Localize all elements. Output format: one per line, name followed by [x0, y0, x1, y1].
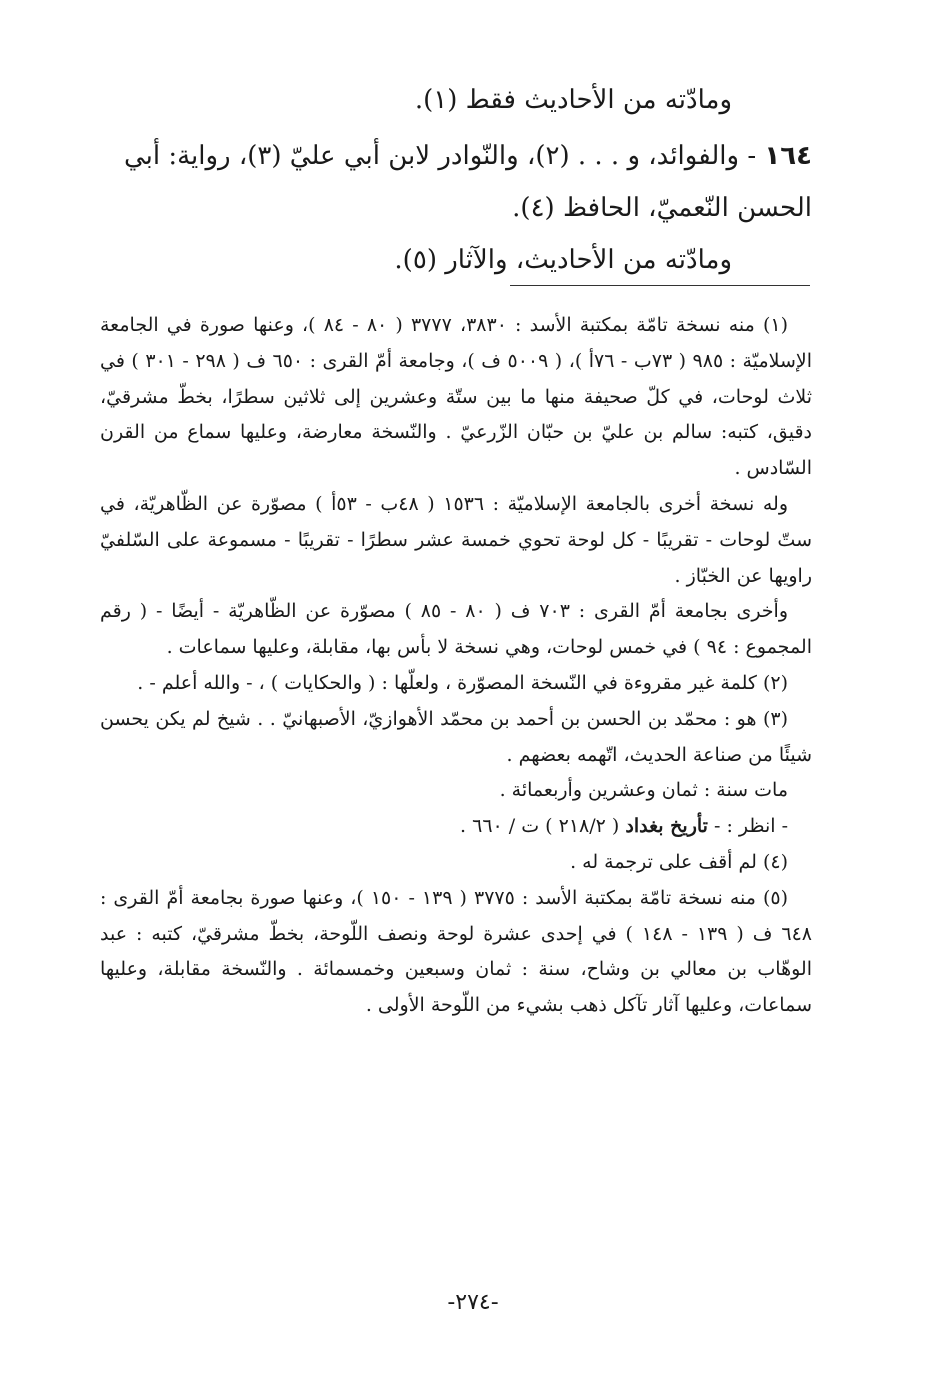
entry-line-2: الحسن النّعميّ، الحافظ (٤).: [512, 193, 812, 223]
entry-164: [100, 130, 812, 286]
entry-number: ١٦٤: [764, 141, 812, 171]
page-number: -٢٧٤-: [447, 1290, 499, 1315]
footnote-3-book-title: تأريخ بغداد: [625, 815, 708, 838]
footnote-2: (٢) كلمة غير مقروءة في النّسخة المصوّرة ، ولعلّها : ( والحكايات ) ، - والله أعلم - .: [137, 671, 788, 694]
footnote-5: (٥) منه نسخة تامّة بمكتبة الأسد : ٣٧٧٥ ( ١٣٩ - ١٥٠ )، وعنها صورة بجامعة أمّ القرى : ٦٤٨ ف ( ١٣٩ - ١٤٨ ) في إحدى عشرة لوحة ونصف اللّوحة، بخطّ مشرقيّ، كتبه : عبد الوهّاب بن معالي بن وشاح، سنة : ثمان وسبعين وخمسمائة . والنّسخة مقابلة، وعليها سماعات، وعليها آثار تآكل ذهب بشيء من اللّوحة الأولى .: [100, 886, 812, 1017]
footnote-3-para-3: [100, 809, 812, 845]
entry-line-3: ومادّته من الأحاديث، والآثار (٥).: [394, 245, 732, 275]
footnote-divider: [510, 285, 810, 286]
footnote-3-see-suffix: ( ٢١٨/٢ ) ت / ٦٦٠ .: [460, 815, 626, 838]
entry-line-1: [100, 130, 812, 182]
main-line-1: ومادّته من الأحاديث فقط (١).: [414, 85, 732, 115]
footnote-1-para-2: وله نسخة أخرى بالجامعة الإسلاميّة : ١٥٣٦ ( ٤٨ب - ٥٣أ ) مصوّرة عن الظّاهريّة، في ستّ لوحات - تقريبًا - كل لوحة تحوي خمسة عشر سطرًا - تقريبًا - مسموعة على السّلفيّ راويها عن الخبّاز .: [100, 492, 812, 587]
footnote-3-see-prefix: - انظر : -: [707, 815, 788, 838]
entry-text-1: - والفوائد، و . . . (٢)، والنّوادر لابن أبي عليّ (٣)، رواية: أبي: [123, 141, 765, 171]
footnote-4: (٤) لم أقف على ترجمة له .: [570, 850, 788, 873]
footnote-3-para-2: مات سنة : ثمان وعشرين وأربعمائة .: [499, 779, 788, 802]
main-text: [100, 74, 812, 126]
footnotes: [100, 308, 812, 1024]
footnote-1-para-1: (١) منه نسخة تامّة بمكتبة الأسد : ٣٨٣٠، ٣٧٧٧ ( ٨٠ - ٨٤ )، وعنها صورة في الجامعة الإسلاميّة : ٩٨٥ ( ٧٣ب - ٧٦أ )، ( ٥٠٠٩ ف )، وجامعة أمّ القرى : ٦٥٠ ف ( ٢٩٨ - ٣٠١ ) في ثلاث لوحات، في كلّ صحيفة منها ما بين ستّة وعشرين إلى ثلاثين سطرًا، بخطّ مشرقيّ، دقيق، كتبه: سالم بن عليّ بن حبّان الزّرعيّ . والنّسخة معارضة، وعليها سماع من القرن السّادس .: [100, 314, 813, 480]
footnote-1-para-3: وأخرى بجامعة أمّ القرى : ٧٠٣ ف ( ٨٠ - ٨٥ ) مصوّرة عن الظّاهريّة - أيضًا - ( رقم المجموع : ٩٤ ) في خمس لوحات، وهي نسخة لا بأس بها، مقابلة، وعليها سماعات .: [100, 600, 812, 659]
footnote-3-para-1: (٣) هو : محمّد بن الحسن بن أحمد بن محمّد الأهوازيّ، الأصبهانيّ . . شيخ لم يكن يحسن شيئًا من صناعة الحديث، اتّهمه بعضهم .: [100, 707, 812, 766]
